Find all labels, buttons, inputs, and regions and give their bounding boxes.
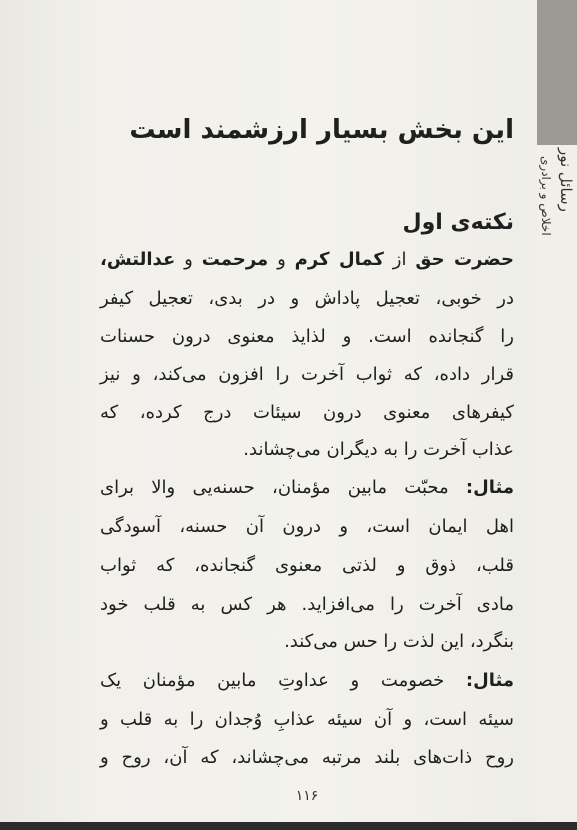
- bold-term: کمال کرم: [294, 249, 384, 270]
- text-line: قرار داده، که ثواب آخرت را افزون می‌کند، و نیز: [100, 364, 514, 385]
- point-heading: نکته‌ی اول: [402, 210, 514, 235]
- text-line: [100, 243, 514, 277]
- running-head-subtitle: اخلاص و برادری: [539, 156, 553, 236]
- bold-term: مرحمت: [201, 249, 269, 270]
- text-run: و: [268, 249, 295, 270]
- bold-term: حضرت حق: [415, 249, 515, 270]
- page-number: ۱۱۶: [295, 788, 319, 804]
- text-line: کیفرهای معنوی درون سیئات درج کرده، که: [100, 402, 514, 423]
- side-tab: [537, 0, 577, 822]
- running-head: [537, 148, 577, 298]
- page-edge: [0, 822, 577, 830]
- bold-term: عدالتش،: [100, 249, 176, 270]
- text-line: را گنجانده است. و لذایذ معنوی درون حسنات: [100, 326, 514, 347]
- text-run: و: [175, 249, 202, 270]
- example-label: مثال:: [465, 670, 514, 691]
- text-line: بنگرد، این لذت را حس می‌کند.: [284, 631, 514, 652]
- side-tab-block: [537, 0, 577, 145]
- text-line: قلب، ذوق و لذتی معنوی گنجانده، که ثواب: [100, 555, 514, 576]
- text-line: در خوبی، تعجیل پاداش و در بدی، تعجیل کیفر: [100, 288, 514, 309]
- text-line: سیئه است، و آن سیئه عذابِ وُجدان را به قلب و: [100, 709, 514, 730]
- text-line: اهل ایمان است، و درون آن حسنه، آسودگی: [100, 516, 514, 537]
- running-head-series: رسائل نور: [557, 148, 575, 212]
- text-run: از: [383, 249, 416, 270]
- section-heading: این بخش بسیار ارزشمند است: [129, 115, 514, 145]
- text-line: روح ذات‌های بلند مرتبه می‌چشاند، که آن، روح و: [100, 747, 514, 768]
- text-run: خصومت و عداوتِ مابین مؤمنان یک: [100, 670, 466, 691]
- text-run: محبّت مابین مؤمنان، حسنه‌یی والا برای: [100, 477, 466, 498]
- text-line: [100, 471, 514, 505]
- page-content: [100, 0, 514, 822]
- text-line: عذاب آخرت را به دیگران می‌چشاند.: [243, 439, 514, 460]
- text-line: مادی آخرت را می‌افزاید. هر کس به قلب خود: [100, 594, 514, 615]
- text-line: [100, 664, 514, 698]
- example-label: مثال:: [465, 477, 514, 498]
